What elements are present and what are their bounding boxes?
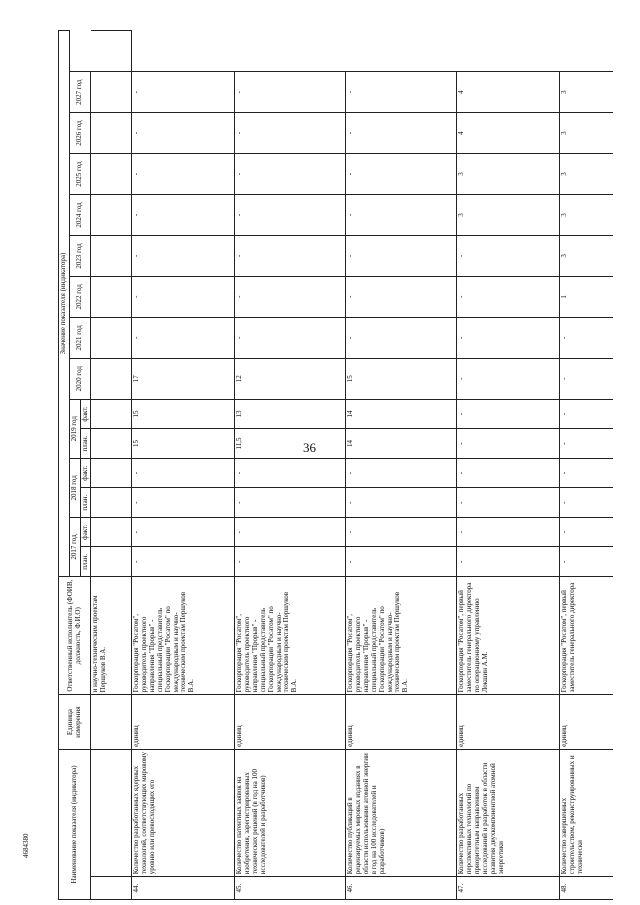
value-cell: - — [235, 276, 346, 317]
value-cell: - — [235, 488, 346, 518]
indicator-name: Количество разработанных перспективных технологий по приоритетным направлениям исследований и разработок в области развития двухкомпонентной атомной энергетики — [457, 749, 560, 876]
value-cell: - — [132, 276, 235, 317]
value-cell: - — [560, 358, 613, 399]
header-year-2026: 2026 год — [69, 113, 91, 154]
value-cell: 3 — [560, 195, 613, 236]
value-cell: - — [346, 235, 457, 276]
continuation-row — [91, 31, 132, 900]
table-body — [91, 31, 613, 900]
value-cell: - — [457, 488, 560, 518]
table-row — [132, 31, 235, 900]
value-cell: - — [132, 154, 235, 195]
value-cell: 1 — [560, 276, 613, 317]
value-cell: - — [132, 458, 235, 488]
value-cell: - — [346, 154, 457, 195]
responsible-cell: Госкорпорация "Росатом", руководитель проектного направления "Прорыв" - специальный представитель Госкорпорации "Росатом" по международным и научно-техническим проектам Першуков В.А. — [132, 577, 235, 695]
value-cell: - — [132, 317, 235, 358]
header-year-2019: 2019 год — [69, 399, 80, 458]
indicator-name: Количество разработанных ядерных технологий, соответствующих мировому уровню или превосходящих его — [132, 749, 235, 876]
value-cell: - — [132, 113, 235, 154]
value-cell: - — [346, 195, 457, 236]
value-cell: - — [132, 547, 235, 577]
value-cell: - — [346, 547, 457, 577]
value-cell: 15 — [132, 399, 235, 429]
value-cell: 12 — [235, 358, 346, 399]
value-cell: - — [457, 235, 560, 276]
header-plan: план. — [80, 429, 91, 459]
value-cell: - — [560, 317, 613, 358]
table-row — [346, 31, 457, 900]
continuation-responsible: и научно-техническим проектам Першуков В.А. — [91, 577, 132, 695]
indicator-name: Количество патентных заявок на изобретения, зарегистрированных технических решений (в год на 100 исследователей и разработчиков) — [235, 749, 346, 876]
header-fact: факт. — [80, 399, 91, 429]
responsible-cell: Госкорпорация "Росатом", первый заместитель генерального директора — [560, 577, 613, 695]
header-year-2024: 2024 год — [69, 195, 91, 236]
value-cell: 17 — [132, 358, 235, 399]
table-row — [235, 31, 346, 900]
table-row — [457, 31, 560, 900]
value-cell: - — [457, 517, 560, 547]
header-unit: Единица измерения — [59, 695, 91, 750]
header-fact: факт. — [80, 458, 91, 488]
value-cell: - — [457, 399, 560, 429]
header-year-2027: 2027 год — [69, 72, 91, 113]
value-cell: - — [560, 547, 613, 577]
value-cell: - — [346, 317, 457, 358]
unit-cell: единиц — [346, 695, 457, 750]
value-cell: - — [457, 276, 560, 317]
rotated-table-wrapper — [58, 30, 613, 900]
value-cell: - — [235, 113, 346, 154]
header-year-2018: 2018 год — [69, 458, 80, 517]
indicators-table — [58, 30, 613, 900]
value-cell: - — [132, 235, 235, 276]
value-cell: 11,5 — [235, 429, 346, 459]
header-responsible: Ответственный исполнитель (ФОИВ, должность, Ф.И.О) — [59, 577, 91, 695]
header-fact: факт. — [80, 517, 91, 547]
value-cell: 13 — [235, 399, 346, 429]
value-cell: - — [132, 72, 235, 113]
unit-cell: единиц — [235, 695, 346, 750]
value-cell: - — [346, 458, 457, 488]
header-year-2023: 2023 год — [69, 235, 91, 276]
table-sheet — [58, 30, 613, 900]
value-cell: - — [235, 517, 346, 547]
value-cell: - — [457, 458, 560, 488]
value-cell: - — [235, 72, 346, 113]
responsible-cell: Госкорпорация "Росатом", руководитель проектного направления "Прорыв" - специальный представитель Госкорпорации "Росатом" по международным и научно-техническим проектам Першуков В.А. — [346, 577, 457, 695]
header-values-group: Значение показателя (индикатора) — [59, 31, 70, 577]
indicator-name: Количество завершенных строительством, реконструированных и технически — [560, 749, 613, 876]
indicator-name: Количество публикаций в рецензируемых мировых изданиях в области использования атомной энергии в год на 100 исследователей и разработчиков) — [346, 749, 457, 876]
header-year-2017: 2017 год — [69, 517, 80, 576]
value-cell: 3 — [457, 195, 560, 236]
value-cell: - — [235, 458, 346, 488]
value-cell: - — [457, 547, 560, 577]
value-cell: - — [457, 358, 560, 399]
value-cell: - — [235, 154, 346, 195]
value-cell: 14 — [346, 399, 457, 429]
responsible-cell: Госкорпорация "Росатом", руководитель проектного направления "Прорыв" - специальный представитель Госкорпорации "Росатом" по международным и научно-техническим проектам Першуков В.А. — [235, 577, 346, 695]
value-cell: - — [346, 488, 457, 518]
header-year-2021: 2021 год — [69, 317, 91, 358]
value-cell: - — [346, 113, 457, 154]
document-code: 4684380 — [22, 833, 30, 858]
value-cell: 15 — [132, 429, 235, 459]
row-number: 45. — [235, 877, 346, 900]
page-number: 36 — [303, 440, 316, 455]
row-number: 44. — [132, 877, 235, 900]
value-cell: 3 — [457, 154, 560, 195]
value-cell: - — [235, 317, 346, 358]
value-cell: 14 — [346, 429, 457, 459]
value-cell: - — [346, 72, 457, 113]
header-plan: план. — [80, 488, 91, 518]
value-cell: 15 — [346, 358, 457, 399]
value-cell: - — [235, 235, 346, 276]
row-number: 47. — [457, 877, 560, 900]
value-cell: 3 — [560, 235, 613, 276]
unit-cell: единиц — [560, 695, 613, 750]
value-cell: - — [132, 517, 235, 547]
value-cell: - — [560, 488, 613, 518]
value-cell: - — [132, 488, 235, 518]
value-cell: - — [560, 399, 613, 429]
header-indicator-name: Наименование показателя (индикатора) — [59, 749, 91, 899]
value-cell: - — [346, 276, 457, 317]
row-number: 46. — [346, 877, 457, 900]
responsible-cell: Госкорпорация "Росатом", первый заместитель генерального директора по операционному управлению Локшин А.М. — [457, 577, 560, 695]
header-year-2020: 2020 год — [69, 358, 91, 399]
value-cell: 3 — [560, 154, 613, 195]
unit-cell: единиц — [457, 695, 560, 750]
value-cell: - — [346, 517, 457, 547]
value-cell: - — [560, 458, 613, 488]
header-year-2022: 2022 год — [69, 276, 91, 317]
value-cell: - — [235, 547, 346, 577]
value-cell: - — [560, 429, 613, 459]
value-cell: 3 — [560, 113, 613, 154]
row-number: 48. — [560, 877, 613, 900]
table-row — [560, 31, 613, 900]
value-cell: 4 — [457, 72, 560, 113]
value-cell: 3 — [560, 72, 613, 113]
unit-cell: единиц — [132, 695, 235, 750]
value-cell: - — [457, 429, 560, 459]
header-plan: план. — [80, 547, 91, 577]
value-cell: - — [457, 317, 560, 358]
value-cell: - — [132, 195, 235, 236]
value-cell: - — [235, 195, 346, 236]
value-cell: - — [560, 517, 613, 547]
value-cell: 4 — [457, 113, 560, 154]
header-year-2025: 2025 год — [69, 154, 91, 195]
